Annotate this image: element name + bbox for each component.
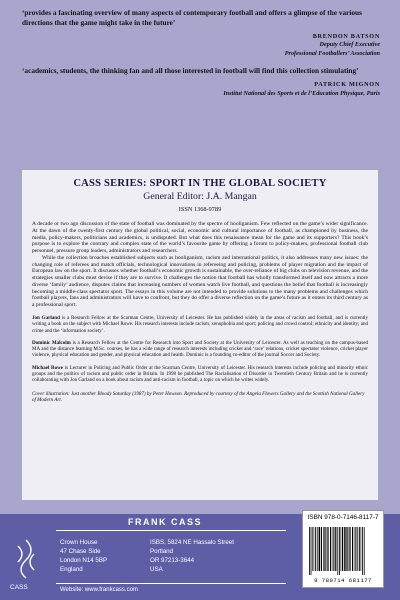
barcode-bar [332,527,333,571]
barcode-bar [352,527,353,571]
author-name: Dominic Malcolm [32,339,71,346]
publisher-brand: FRANK CASS [128,517,203,527]
endorsement-quote: ‘provides a fascinating overview of many aspects of contemporary football and offers a glimpse of the various directions that the game might take in the future’ [22,8,362,28]
barcode-bar [355,527,356,571]
endorsement-quote: ‘academics, students, the thinking fan and all those interested in football will find this collection stimulating’ [22,66,359,76]
barcode-bar [357,527,358,571]
address-line: England [60,565,83,573]
author-name: Michael Rowe [32,364,64,371]
barcode-bar [337,527,338,575]
us-address [150,539,234,575]
address-line: Portland [150,547,174,555]
series-editor: General Editor: J.A. Mangan [143,191,257,202]
isbn-number: ISBN 978-0-7146-8117-7 [307,514,379,521]
barcode-bar [333,527,334,571]
description-panel [22,170,378,500]
endorsements [22,8,380,98]
uk-address [60,539,107,575]
series-issn: ISSN 1368-9789 [178,206,222,213]
barcode-bar [327,527,328,571]
footer-divider [56,583,286,584]
barcode-bar [330,527,331,571]
cass-logo-icon [6,536,46,582]
isbn-barcode [302,510,384,588]
barcode-bar [364,527,365,575]
cass-logo-label: CASS [10,584,28,591]
barcode-bar [317,527,318,571]
barcode-bars [307,527,379,575]
barcode-bar [362,527,363,575]
barcode-bar [346,527,347,571]
barcode-bar [341,527,342,571]
address-line: ISBS, 5824 NE Hassalo Street [150,539,234,546]
endorser-name: BRENDON BATSON [312,33,380,41]
barcode-bar [324,527,325,571]
endorsement-attribution [22,81,380,98]
barcode-bar [314,527,315,571]
endorser-organization: Professional Footballers’ Association [284,49,380,57]
barcode-bar [350,527,351,571]
barcode-bar [349,527,350,571]
barcode-bar [342,527,343,571]
blurb-paragraph: A decade or two ago discussion of the state of football was dominated by the spectre of hooliganism. Few reflected on the game’s wider significance. At the dawn of the twenty-first century the global political, social, economic and cultural importance of football, as championed by business, the media, policy-makers, politicians and academics, is undisputed. But what does this renaissance mean for the game and its supporters? This book’s purpose is to explore the contrary and complex state of the world’s favourite game by offering a forum to policy-makers, professional football club personnel, pressure group leaders, administrators and researchers. [32,221,368,255]
barcode-bar [315,527,316,571]
author-bio-text: is a Research Fellow at the Centre for Research into Sport and Society at the University of Leicester. As well as teaching on the campus-based MA and the distance learning M.Sc. courses, he has a wide range of research interests including cricket and ‘race’ relations, cricket spectator violence, cricket player violence, physical education and gender, and physical education and health. Dominic is a founding co-editor of the journal Soccer and Society. [32,339,369,359]
barcode-bar [361,527,362,571]
publisher-website: Website: www.frankcass.com [60,587,138,593]
author-bio [32,340,368,359]
endorsement-attribution [22,33,380,58]
series-title: CASS SERIES: SPORT IN THE GLOBAL SOCIETY [73,178,327,189]
author-bio-text: is a Research Fellow at the Scarman Centre, University of Leicester. He has published widely in the areas of racism and football, and is currently writing a book on the subject with Michael Rowe. His research interests include racism, xenophobia and sport; policing and crowd control; ethnicity and identity; and crime and the ‘information society’. [32,314,368,334]
blurb-paragraph: While the collection broaches established subjects such as hooliganism, racism and international politics, it also addresses many new issues: the changing role of referees and match officials, technological innovations in refereeing and policing, problems of player migration and the impact of European law on the sport. It discusses whether football’s economic growth is sustainable, the over-reliance of big clubs on television revenue, and the strategies smaller clubs must devise if they are to survive. It challenges the notion that football has wholly transformed itself and now attracts a more diverse ‘family’ audience, disputes claims that increasing numbers of women watch live football, and questions the belief that football is increasingly becoming a middle-class spectator sport. The essays in this volume are not intended to provide solutions to the many problems and challenges which football players, fans and administrators will have to confront, but they do offer a diverse reflection on the game’s future as it enters its third century as a professional sport. [32,254,368,309]
endorser-role: Deputy Chief Executive [319,41,380,49]
barcode-bar [359,527,360,571]
address-line: Crown House [60,539,98,546]
address-line: 47 Chase Side [60,547,101,555]
author-bio [32,315,368,334]
barcode-bar [311,527,312,575]
address-line: OR 97213-3644 [150,556,195,564]
barcode-bar [328,527,329,571]
author-bio [32,365,368,384]
endorser-organization: Institut National des Sports et de l’Education Physique, Paris [223,89,380,97]
cover-illustration-credit: Cover illustration: Just another Bloody Saturday (1987) by Peter Howson. Reproduced by courtesy of the Angela Flowers Gallery and the Scottish National Gallery of Modern Art. [32,390,365,403]
barcode-bar [335,527,336,571]
endorser-name: PATRICK MIGNON [314,81,380,89]
author-bio-text: is Lecturer in Policing and Public Order at the Scarman Centre, University of Leicester. His research interests include policing and minority ethnic groups and the politics of racism and public order in Britain. In 1998 he published The Racialisation of Disorder in Twentieth Century Britain and he is currently collaborating with Jon Garland on a book about racism and anti-racism in football, a topic on which he writes widely. [32,364,368,384]
address-line: USA [150,565,163,573]
barcode-bar [319,527,320,571]
barcode-bar [321,527,322,571]
barcode-digits: 9 780714 681177 [314,577,372,584]
footer-divider [56,530,286,531]
barcode-bar [312,527,313,571]
author-name: Jon Garland [32,314,60,321]
barcode-bar [323,527,324,571]
barcode-bar [309,527,310,575]
address-line: London N14 5BP [60,556,108,564]
barcode-bar [339,527,340,575]
barcode-bar [354,527,355,571]
barcode-bar [344,527,345,571]
